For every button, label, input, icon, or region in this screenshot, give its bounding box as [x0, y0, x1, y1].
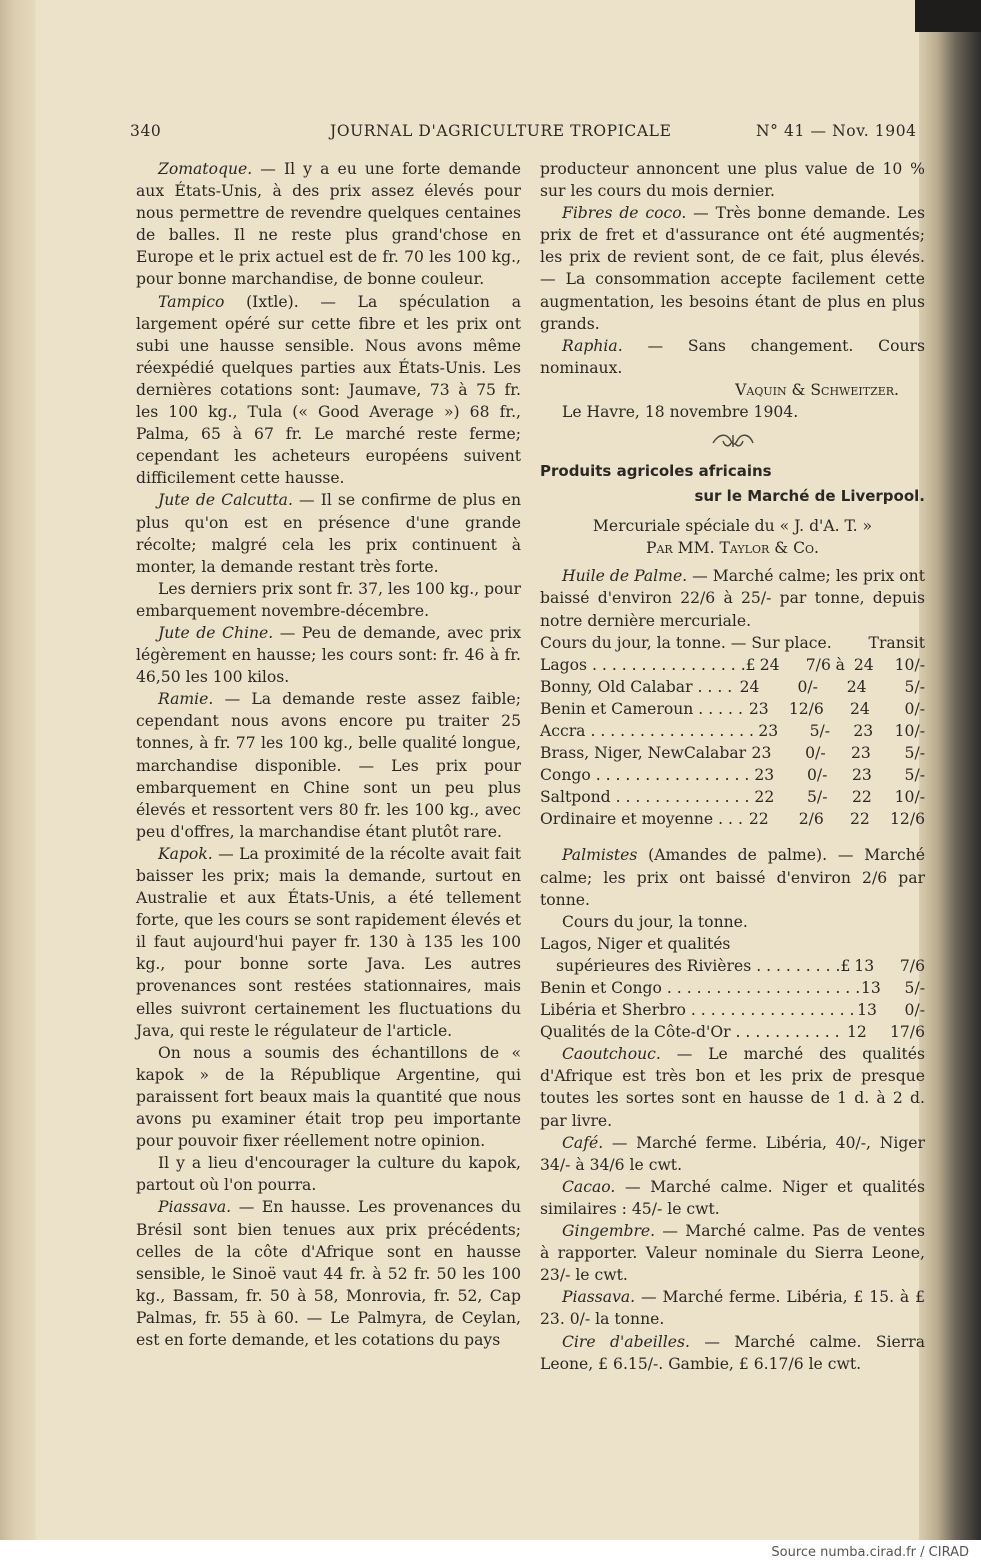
- palm-oil-text: — Marché calme; les prix ont baissé d'environ 22/6 à 25/- par tonne, depuis notre dernière mercuriale.: [540, 567, 925, 630]
- price-shillings: 5/-: [904, 979, 925, 997]
- ornament-icon: [540, 423, 925, 459]
- row-label: [540, 977, 860, 999]
- palmistes-table: [540, 955, 925, 1043]
- table-row: [540, 999, 925, 1021]
- table-row: [540, 720, 925, 742]
- paragraph-text: On nous a soumis des échantillons de « kapok » de la République Argentine, qui paraissent fort beaux mais la quantité que nous avons pu examiner était trop peu importante pour pouvoir fixer réellement notre opinion.: [136, 1043, 521, 1151]
- signature: Vaquin & Schweitzer.: [735, 380, 899, 399]
- transit-shillings: 5/-: [904, 766, 925, 785]
- price-pounds: 23: [754, 766, 775, 785]
- paragraph: [540, 1132, 925, 1176]
- palm-oil-lead: Huile de Palme.: [562, 567, 688, 586]
- palm-oil-head: Cours du jour, la tonne. — Sur place.: [540, 633, 832, 652]
- paragraph-lead: Cire d'abeilles.: [562, 1332, 690, 1351]
- price-pounds: 23: [758, 721, 779, 740]
- palm-oil-paragraph: [540, 565, 925, 631]
- palmistes-lead: Palmistes: [562, 846, 638, 865]
- palm-oil-table-head: [540, 632, 925, 654]
- currency: £: [840, 956, 851, 975]
- transit-shillings: 10/-: [894, 721, 925, 740]
- table-row: [540, 1021, 925, 1043]
- currency: £: [745, 655, 756, 674]
- table-row: [540, 698, 925, 720]
- transit-pounds: 23: [850, 744, 871, 763]
- paragraph-text: (Ixtle). — La spéculation a largement opéré sur cette fibre et les prix ont subi une hausse sensible. Nous avons même réexpédié quelques parties aux États-Unis. Les dernières cotations sont: Jaumave, 73 à 75 fr. les 100 kg., Tula (« Good Average ») 68 fr., Palma, 65 à 67 fr. Le marché reste ferme; cependant les acheteurs européens suivent difficilement cette hausse.: [136, 292, 521, 488]
- book-binding: [919, 0, 981, 1540]
- table-row: [540, 977, 925, 999]
- palmistes-sub: Lagos, Niger et qualités: [540, 934, 731, 953]
- row-label: [540, 676, 732, 698]
- transit-pounds: 23: [851, 766, 872, 785]
- paragraph-lead: Fibres de coco.: [562, 204, 687, 223]
- paragraph-lead: Café.: [562, 1133, 604, 1152]
- paragraph: [136, 843, 521, 1042]
- table-row: [540, 786, 925, 808]
- palm-oil-table: [540, 654, 925, 831]
- transit-shillings: 10/-: [894, 655, 925, 674]
- row-leader: . . . . . . . . . . . . . . . . .: [685, 1001, 855, 1020]
- row-name: Lagos: [540, 655, 588, 674]
- price-shillings: 0/-: [805, 744, 826, 763]
- price-shillings: 0/-: [904, 1001, 925, 1020]
- row-leader: . . . . . . . . .: [751, 956, 841, 975]
- price-pounds: 22: [754, 788, 775, 807]
- left-column: [136, 158, 521, 1351]
- page-number: 340: [130, 122, 162, 140]
- paragraph: [540, 202, 925, 335]
- paragraph: [136, 622, 521, 688]
- row-label: [540, 698, 743, 720]
- palm-oil-head-transit: Transit: [868, 633, 925, 652]
- paragraph: [136, 291, 521, 490]
- table-row: [540, 808, 925, 830]
- palmistes-text: (Amandes de palme). — Marché calme; les prix ont baissé d'environ 2/6 par tonne.: [540, 846, 925, 909]
- price-shillings: 5/-: [807, 788, 828, 807]
- paragraph: [540, 1220, 925, 1286]
- article-paragraphs: [540, 1043, 925, 1374]
- page-edge: [0, 0, 36, 1540]
- article-title-line2: sur le Marché de Liverpool.: [694, 487, 925, 506]
- footer: [0, 1540, 981, 1566]
- paragraph: [136, 1152, 521, 1196]
- row-label: [540, 654, 746, 676]
- right-top-paragraphs: [540, 158, 925, 379]
- transit-shillings: 5/-: [904, 677, 925, 696]
- source-credit: Source numba.cirad.fr / CIRAD: [771, 1545, 969, 1560]
- paragraph-lead: Jute de Chine.: [158, 623, 274, 642]
- transit-pounds: 23: [853, 721, 874, 740]
- paragraph-text: — Sans changement. Cours nominaux.: [540, 336, 925, 377]
- paragraph-text: — Le marché des qualités d'Afrique est très bon et les prix de presque toutes les sortes sont en hausse de 1 d. à 2 d. par livre.: [540, 1045, 925, 1130]
- price-pounds: 23: [751, 744, 772, 763]
- paragraph-text: — Peu de demande, avec prix légèrement en hausse; les cours sont: fr. 46 à fr. 46,50 les 100 kilos.: [136, 623, 521, 687]
- row-leader: . . . . . . . . . . . . . . . . .: [585, 721, 755, 740]
- row-leader: . . . . . . . . . . . . . .: [610, 788, 750, 807]
- price-shillings: 5/-: [809, 721, 831, 740]
- row-leader: . . . . .: [693, 699, 743, 718]
- row-name: Benin et Congo: [540, 979, 662, 997]
- price-pounds: 13: [854, 956, 875, 975]
- table-row: [540, 654, 925, 676]
- range-word: à: [835, 655, 845, 674]
- row-leader: . . . . . . . . . . . . . . . . . . . .: [661, 979, 861, 997]
- range-word: [827, 786, 847, 808]
- range-word: [818, 676, 839, 698]
- paragraph-lead: Kapok.: [158, 844, 213, 863]
- range-word: [824, 808, 844, 830]
- price-shillings: 0/-: [797, 677, 818, 696]
- paragraph: [136, 158, 521, 291]
- paragraph-lead: Caoutchouc.: [562, 1045, 661, 1064]
- paragraph: [540, 335, 925, 379]
- row-name: Bonny, Old Calabar: [540, 677, 693, 696]
- paragraph-text: — Très bonne demande. Les prix de fret et d'assurance ont été augmentés; les prix de revient sont, de ce fait, plus élevés. — La consommation accepte facilement cette augmentation, les besoins étant de plus en plus grands.: [540, 204, 925, 333]
- table-row: [540, 676, 925, 698]
- scan-background: [915, 0, 981, 32]
- article-byline: Par MM. Taylor & Co.: [646, 539, 819, 558]
- paragraph: [136, 1196, 521, 1351]
- transit-shillings: 10/-: [894, 788, 925, 807]
- paragraph: [540, 1331, 925, 1375]
- price-shillings: 17/6: [889, 1023, 925, 1042]
- paragraph-text: — Marché calme. Sierra Leone, £ 6.15/-. Gambie, £ 6.17/6 le cwt.: [540, 1332, 925, 1373]
- paragraph-lead: Gingembre.: [562, 1222, 656, 1241]
- issue-number: N° 41 — Nov. 1904: [756, 122, 917, 140]
- paragraph-lead: Tampico: [158, 292, 225, 311]
- price-shillings: 12/6: [788, 699, 824, 718]
- transit-shillings: 12/6: [889, 810, 926, 829]
- paragraph-lead: Jute de Calcutta.: [158, 491, 293, 510]
- range-word: [827, 764, 847, 786]
- row-label: [540, 742, 746, 764]
- paragraph: [136, 1042, 521, 1152]
- transit-pounds: 24: [846, 677, 867, 696]
- paragraph-text: — Il se confirme de plus en plus qu'on est en présence d'une grande récolte; malgré cela les prix continuent à monter, la demande restant très forte.: [136, 491, 521, 576]
- article-title-line1: Produits agricoles africains: [540, 462, 772, 481]
- paragraph-text: — En hausse. Les provenances du Brésil sont bien tenues aux prix précédents; celles de la côte d'Afrique sont en hausse sensible, le Sinoë vaut 44 fr. à 52 fr. 50 les 100 kg., Bassam, fr. 50 à 58, Monrovia, fr. 52, Cap Palmas, fr. 55 à 60. — Le Palmyra, de Ceylan, est en forte demande, et les cotations du pays: [136, 1198, 521, 1349]
- transit-shillings: 5/-: [904, 744, 925, 763]
- dateline: Le Havre, 18 novembre 1904.: [562, 403, 799, 422]
- row-name: Saltpond: [540, 788, 611, 807]
- row-name: Qualités de la Côte-d'Or: [540, 1023, 731, 1042]
- row-leader: . . .: [713, 810, 743, 829]
- paragraph-text: — Marché calme. Pas de ventes à rapporter. Valeur nominale du Sierra Leone, 23/- le cwt.: [540, 1222, 925, 1285]
- row-name: Ordinaire et moyenne: [540, 810, 714, 829]
- paragraph-text: — Il y a eu une forte demande aux États-Unis, à des prix assez élevés pour nous permettre de revendre quelques centaines de balles. Il ne reste plus grand'chose en Europe et le prix actuel est de fr. 70 les 100 kg., pour bonne marchandise, de bonne couleur.: [136, 160, 521, 289]
- price-shillings: 7/6: [805, 655, 831, 674]
- table-row: [540, 742, 925, 764]
- paragraph-lead: Piassava.: [158, 1198, 232, 1217]
- row-label: [540, 808, 743, 830]
- right-column: [540, 158, 925, 1375]
- palmistes-paragraph: [540, 844, 925, 910]
- row-label: [540, 764, 749, 786]
- range-word: [824, 698, 844, 720]
- paragraph-lead: Raphia.: [562, 336, 623, 355]
- row-leader: . . . . . . . . . . .: [730, 1023, 840, 1042]
- row-name: Brass, Niger, NewCalabar: [540, 744, 747, 763]
- row-label: [540, 955, 840, 977]
- row-label: [540, 720, 754, 742]
- row-name: Accra: [540, 721, 586, 740]
- paragraph-lead: Piassava.: [562, 1288, 636, 1307]
- row-leader: . . . . . . . . . . . . . . . .: [590, 766, 750, 785]
- row-label: [540, 786, 749, 808]
- price-shillings: 7/6: [899, 956, 925, 975]
- price-pounds: 24: [739, 677, 760, 696]
- price-pounds: 24: [759, 655, 780, 674]
- price-pounds: 12: [846, 1023, 867, 1042]
- transit-pounds: 22: [851, 788, 872, 807]
- paragraph-text: Il y a lieu d'encourager la culture du kapok, partout où l'on pourra.: [136, 1154, 521, 1195]
- transit-pounds: 24: [849, 699, 870, 718]
- row-leader: . . . .: [692, 677, 733, 696]
- price-shillings: 0/-: [806, 766, 828, 785]
- paragraph-text: producteur annoncent une plus value de 10 % sur les cours du mois dernier.: [540, 160, 925, 201]
- transit-pounds: 22: [849, 810, 870, 829]
- paragraph-text: — La demande reste assez faible; cependant nous avons encore pu traiter 25 tonnes, à fr. 77 les 100 kg., belle qualité longue, marchandise disponible. — Les prix pour embarquement en Chine sont un peu plus élevés et ressortent vers 80 fr. les 100 kg., avec peu d'offres, la marchandise étant plutôt rare.: [136, 690, 521, 841]
- paragraph: [136, 688, 521, 843]
- paragraph-lead: Zomatoque.: [158, 160, 253, 178]
- price-pounds: 13: [860, 979, 881, 997]
- article-subtitle: Mercuriale spéciale du « J. d'A. T. »: [592, 517, 873, 536]
- journal-title: JOURNAL D'AGRICULTURE TROPICALE: [330, 122, 672, 140]
- paragraph: [540, 1043, 925, 1131]
- row-name: supérieures des Rivières: [556, 956, 752, 975]
- row-name: Libéria et Sherbro: [540, 1001, 686, 1020]
- paragraph-text: — Marché calme. Niger et qualités similaires : 45/- le cwt.: [540, 1177, 925, 1218]
- price-pounds: 23: [748, 699, 769, 718]
- row-label: [540, 999, 854, 1021]
- paragraph: [136, 578, 521, 622]
- table-row: [540, 955, 925, 977]
- paragraph-text: — Marché ferme. Libéria, 40/-, Niger 34/- à 34/6 le cwt.: [540, 1133, 925, 1174]
- paragraph-text: — Marché ferme. Libéria, £ 15. à £ 23. 0/- la tonne.: [540, 1288, 925, 1329]
- price-pounds: 13: [857, 1001, 877, 1020]
- paragraph: [136, 489, 521, 577]
- row-name: Benin et Cameroun: [540, 699, 694, 718]
- paragraph: [540, 1176, 925, 1220]
- transit-shillings: 0/-: [904, 699, 925, 718]
- row-name: Congo: [540, 766, 591, 785]
- transit-pounds: 24: [853, 655, 874, 674]
- row-leader: . . . . . . . . . . . . . . . .: [587, 655, 746, 674]
- paragraph-text: Les derniers prix sont fr. 37, les 100 kg., pour embarquement novembre-décembre.: [136, 579, 521, 620]
- paragraph-lead: Cacao.: [562, 1177, 616, 1196]
- paragraph-text: — La proximité de la récolte avait fait baisser les prix; mais la demande, surtout en Australie et aux États-Unis, a été tellement forte, que les cours se sont rapidement élevés et il faut aujourd'hui payer fr. 130 à 135 les 100 kg., pour bonne sorte Java. Les autres provenances sont restées stationnaires, mais elles suivront certainement les fluctuations du Java, qui reste le régulateur de l'article.: [136, 844, 521, 1040]
- price-shillings: 2/6: [798, 810, 824, 829]
- range-word: [830, 720, 849, 742]
- paragraph: [540, 158, 925, 202]
- palmistes-head: Cours du jour, la tonne.: [562, 912, 748, 931]
- paragraph: [540, 1286, 925, 1330]
- table-row: [540, 764, 925, 786]
- price-pounds: 22: [748, 810, 769, 829]
- row-label: [540, 1021, 840, 1043]
- paragraph-lead: Ramie.: [158, 690, 214, 709]
- range-word: [826, 742, 846, 764]
